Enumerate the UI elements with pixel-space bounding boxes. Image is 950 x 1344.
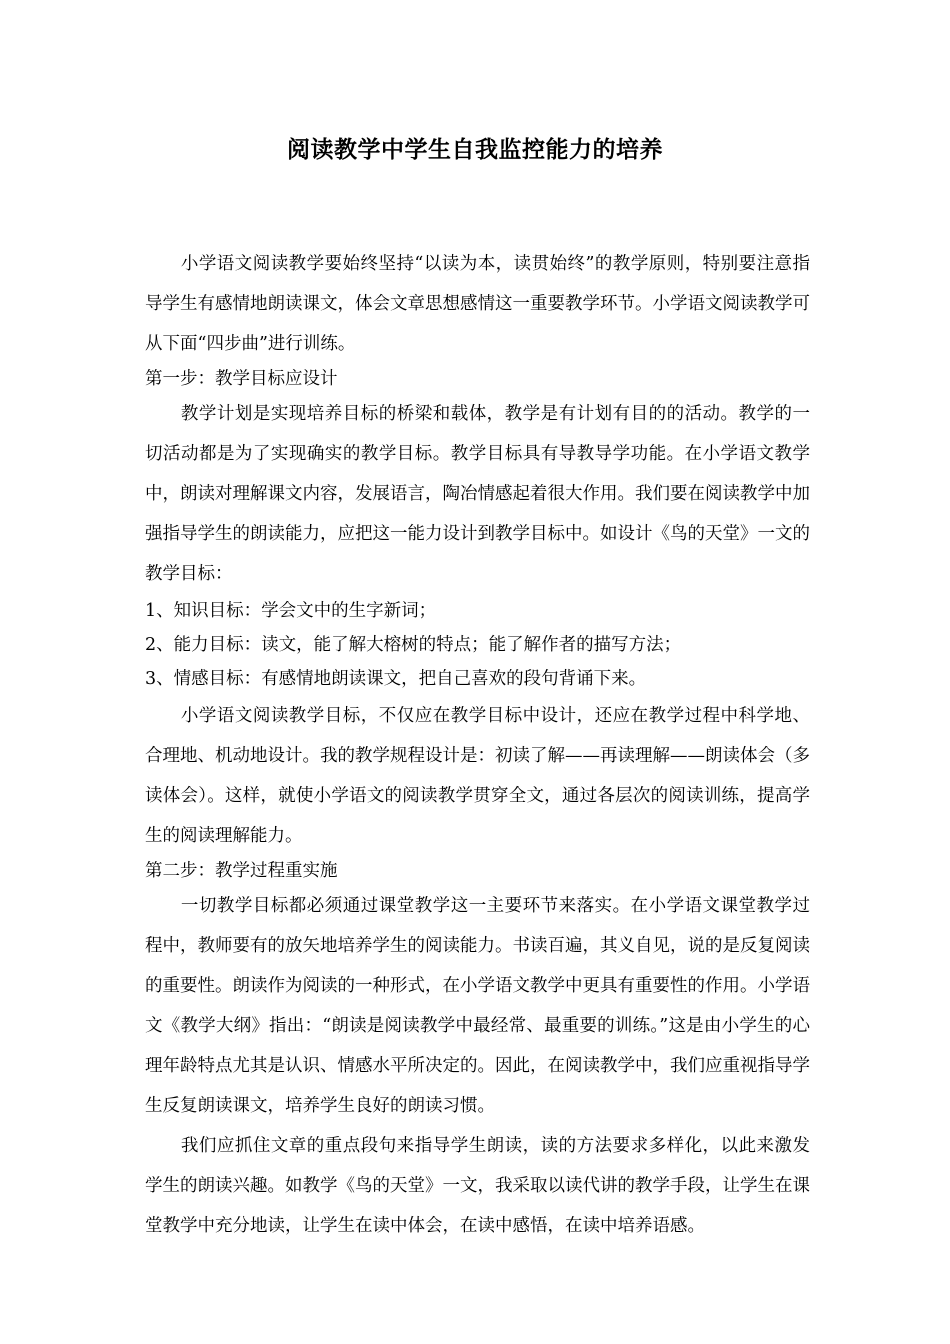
- section-heading-step-1: 第一步：教学目标应设计: [145, 369, 338, 389]
- paragraph-intro: 小学语文阅读教学要始终坚持“以读为本，读贯始终”的教学原则，特别要注意指导学生有感情地朗读课文，体会文章思想感情这一重要教学环节。小学语文阅读教学可从下面“四步曲”进行训练。: [145, 254, 810, 354]
- document-title: 阅读教学中学生自我监控能力的培养: [287, 136, 663, 163]
- paragraph-step-1: 教学计划是实现培养目标的桥梁和载体，教学是有计划有目的的活动。教学的一切活动都是为了实现确实的教学目标。教学目标具有导教导学功能。在小学语文教学中，朗读对理解课文内容，发展语言，陶冶情感起着很大作用。我们要在阅读教学中加强指导学生的朗读能力，应把这一能力设计到教学目标中。如设计《鸟的天堂》一文的教学目标：: [145, 404, 810, 584]
- section-heading-step-2: 第二步：教学过程重实施: [145, 861, 338, 881]
- list-item-goal-1: 1、知识目标：学会文中的生字新词；: [145, 601, 437, 621]
- paragraph-reading-methods: 我们应抓住文章的重点段句来指导学生朗读，读的方法要求多样化，以此来激发学生的朗读兴趣。如教学《鸟的天堂》一文，我采取以读代讲的教学手段，让学生在课堂教学中充分地读，让学生在读中体会，在读中感悟，在读中培养语感。: [145, 1136, 810, 1236]
- list-item-goal-3: 3、情感目标：有感情地朗读课文，把自己喜欢的段句背诵下来。: [145, 669, 647, 689]
- paragraph-goal-design: 小学语文阅读教学目标，不仅应在教学目标中设计，还应在教学过程中科学地、合理地、机动地设计。我的教学规程设计是：初读了解——再读理解——朗读体会（多读体会）。这样，就使小学语文的阅读教学贯穿全文，通过各层次的阅读训练，提高学生的阅读理解能力。: [145, 706, 810, 846]
- document-body: [145, 244, 810, 1246]
- paragraph-step-2: 一切教学目标都必须通过课堂教学这一主要环节来落实。在小学语文课堂教学过程中，教师要有的放矢地培养学生的阅读能力。书读百遍，其义自见，说的是反复阅读的重要性。朗读作为阅读的一种形式，在小学语文教学中更具有重要性的作用。小学语文《教学大纲》指出：“朗读是阅读教学中最经常、最重要的训练。”这是由小学生的心理年龄特点尤其是认识、情感水平所决定的。因此，在阅读教学中，我们应重视指导学生反复朗读课文，培养学生良好的朗读习惯。: [145, 896, 810, 1116]
- list-item-goal-2: 2、能力目标：读文，能了解大榕树的特点；能了解作者的描写方法；: [145, 635, 682, 655]
